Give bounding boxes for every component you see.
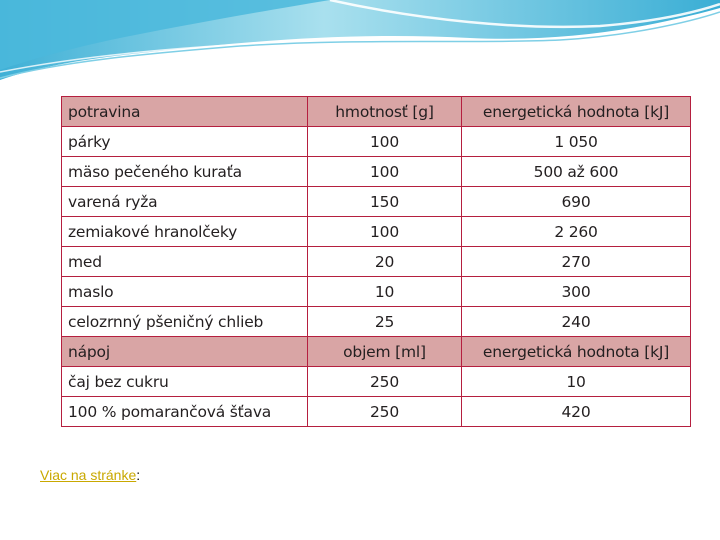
decorative-wave-banner [0, 0, 720, 95]
more-info-line [40, 467, 140, 483]
energy-cell: 2 260 [462, 217, 691, 247]
energy-cell: 10 [462, 367, 691, 397]
weight-cell: 20 [308, 247, 462, 277]
food-name-cell: med [62, 247, 308, 277]
energy-cell: 240 [462, 307, 691, 337]
table-subheader-row [62, 337, 691, 367]
weight-cell: 100 [308, 217, 462, 247]
nutrition-table [61, 96, 691, 427]
food-name-cell: maslo [62, 277, 308, 307]
table-row [62, 397, 691, 427]
header-cell: objem [ml] [308, 337, 462, 367]
table-row [62, 157, 691, 187]
header-cell: hmotnosť [g] [308, 97, 462, 127]
table-row [62, 247, 691, 277]
weight-cell: 10 [308, 277, 462, 307]
header-cell: potravina [62, 97, 308, 127]
table-row [62, 217, 691, 247]
food-name-cell: varená ryža [62, 187, 308, 217]
table-row [62, 127, 691, 157]
table-row [62, 307, 691, 337]
weight-cell: 25 [308, 307, 462, 337]
table-row [62, 367, 691, 397]
drink-name-cell: čaj bez cukru [62, 367, 308, 397]
header-cell: energetická hodnota [kJ] [462, 97, 691, 127]
energy-cell: 420 [462, 397, 691, 427]
food-name-cell: mäso pečeného kuraťa [62, 157, 308, 187]
energy-cell: 1 050 [462, 127, 691, 157]
table-row [62, 277, 691, 307]
food-name-cell: párky [62, 127, 308, 157]
more-info-suffix: : [136, 467, 141, 483]
weight-cell: 100 [308, 157, 462, 187]
weight-cell: 100 [308, 127, 462, 157]
header-cell: energetická hodnota [kJ] [462, 337, 691, 367]
food-name-cell: zemiakové hranolčeky [62, 217, 308, 247]
more-info-link[interactable]: Viac na stránke [40, 467, 137, 483]
table-header-row [62, 97, 691, 127]
energy-cell: 690 [462, 187, 691, 217]
energy-cell: 500 až 600 [462, 157, 691, 187]
table-row [62, 187, 691, 217]
weight-cell: 150 [308, 187, 462, 217]
volume-cell: 250 [308, 397, 462, 427]
drink-name-cell: 100 % pomarančová šťava [62, 397, 308, 427]
energy-cell: 270 [462, 247, 691, 277]
food-name-cell: celozrnný pšeničný chlieb [62, 307, 308, 337]
energy-cell: 300 [462, 277, 691, 307]
volume-cell: 250 [308, 367, 462, 397]
header-cell: nápoj [62, 337, 308, 367]
